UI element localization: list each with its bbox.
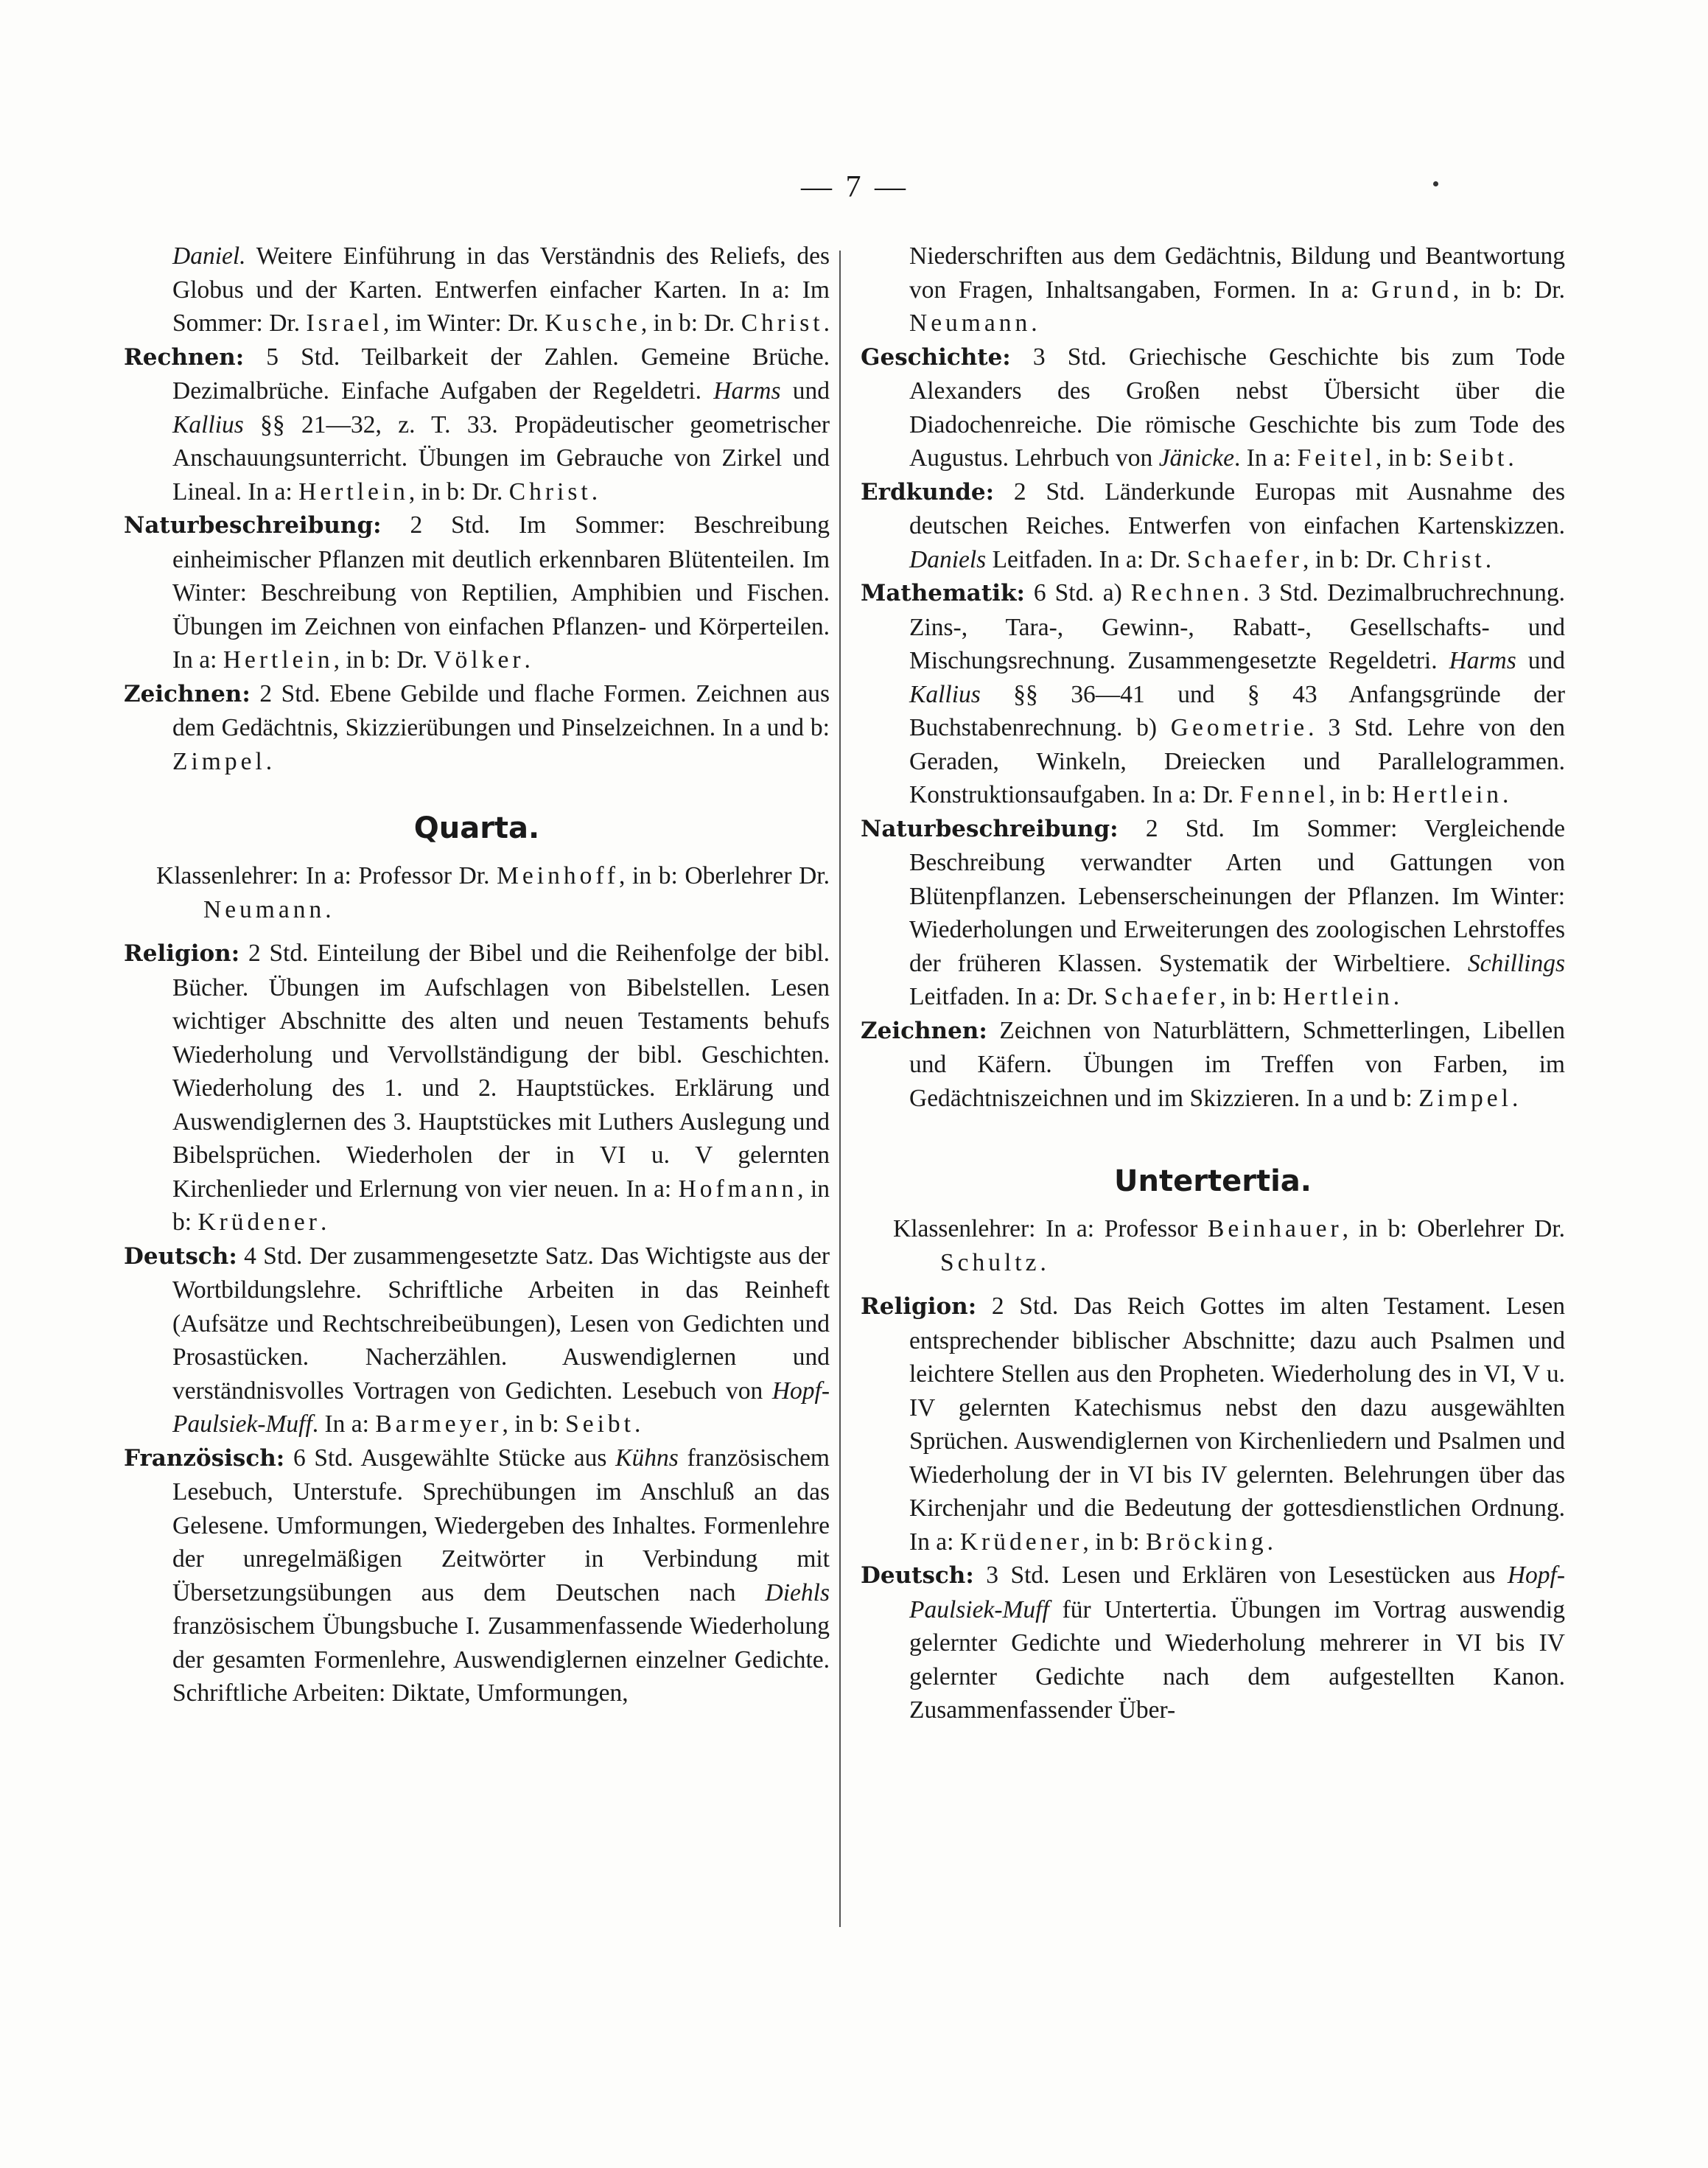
subject-heading: Erdkunde: <box>861 478 995 506</box>
paragraph-deutsch: Deutsch: 3 Std. Lesen und Erklären von Lesestücken aus Hopf-Paulsiek-Muff für Untertertia. Übungen im Vortrag auswendig gelernter Gedichte und Wiederholung mehrerer in VI bis IV gelernter Gedichte nach dem aufgestellten Kanon. Zusammenfassender Über- <box>861 1562 1565 1724</box>
paragraph-zeichnen: Zeichnen: Zeichnen von Naturblättern, Schmetterlingen, Libellen und Käfern. Übungen im Treffen von Farben, im Gedächtniszeichnen und im Skizzieren. In a und b: Zimpel. <box>861 1016 1565 1112</box>
class-teacher-line: Klassenlehrer: In a: Professor Dr. Meinhoff, in b: Oberlehrer Dr. Neumann. <box>156 862 830 923</box>
subject-heading: Geschichte: <box>861 343 1011 371</box>
paragraph-franzoesisch-continued: Niederschriften aus dem Gedächtnis, Bildung und Beantwortung von Fragen, Inhaltsangaben, Formen. In a: Grund, in b: Dr. Neumann. <box>909 242 1565 337</box>
subject-heading: Deutsch: <box>124 1242 237 1270</box>
left-column <box>124 239 830 1710</box>
page-number: — 7 — <box>801 170 909 204</box>
subject-heading: Zeichnen: <box>124 680 251 707</box>
right-column <box>861 239 1565 1727</box>
paragraph-mathematik: Mathematik: 6 Std. a) Rechnen. 3 Std. Dezimalbruchrechnung. Zins-, Tara-, Gewinn-, Rabatt-, Gesellschafts- und Mischungsrechnung. Zusammengesetzte Regeldetri. Harms und Kallius §§ 36—41 und § 43 Anfangsgründe der Buchstabenrechnung. b) Geometrie. 3 Std. Lehre von den Geraden, Winkeln, Dreiecken und Parallelogrammen. Konstruktionsaufgaben. In a: Dr. Fennel, in b: Hertlein. <box>861 579 1565 808</box>
paragraph-erdkunde-continued: Daniel. Weitere Einführung in das Verständnis des Reliefs, des Globus und der Karten. Entwerfen einfacher Karten. In a: Im Sommer: Dr. Israel, im Winter: Dr. Kusche, in b: Dr. Christ. <box>172 242 830 337</box>
subject-heading: Mathematik: <box>861 580 1025 606</box>
paragraph-rechnen: Rechnen: 5 Std. Teilbarkeit der Zahlen. Gemeine Brüche. Dezimalbrüche. Einfache Aufgaben der Regeldetri. Harms und Kallius §§ 21—32, z. T. 33. Propädeutischer geometrischer Anschauungsunterricht. Übungen im Gebrauche von Zirkel und Lineal. In a: Hertlein, in b: Dr. Christ. <box>124 343 830 506</box>
paragraph-zeichnen: Zeichnen: 2 Std. Ebene Gebilde und flache Formen. Zeichnen aus dem Gedächtnis, Skizzierübungen und Pinselzeichnen. In a und b: Zimpel. <box>124 679 830 775</box>
paragraph-deutsch: Deutsch: 4 Std. Der zusammengesetzte Satz. Das Wichtigste aus der Wortbildungslehre. Schriftliche Arbeiten in das Reinheft (Aufsätze und Rechtschreibeübungen), Lesen von Gedichten und Prosastücken. Nacherzählen. Auswendiglernen und verständnisvolles Vortragen von Gedichten. Lesebuch von Hopf-Paulsiek-Muff. In a: Barmeyer, in b: Seibt. <box>124 1242 830 1438</box>
subject-heading: Naturbeschreibung: <box>124 512 382 539</box>
subject-heading: Rechnen: <box>124 343 245 371</box>
column-divider <box>839 251 841 1927</box>
paragraph-erdkunde: Erdkunde: 2 Std. Länderkunde Europas mit Ausnahme des deutschen Reiches. Entwerfen von einfachen Kartenskizzen. Daniels Leitfaden. In a: Dr. Schaefer, in b: Dr. Christ. <box>861 478 1565 573</box>
class-teacher-line: Klassenlehrer: In a: Professor Beinhauer, in b: Oberlehrer Dr. Schultz. <box>893 1215 1565 1276</box>
paragraph-religion: Religion: 2 Std. Das Reich Gottes im alten Testament. Lesen entsprechender biblischer Abschnitte; dazu auch Psalmen und leichtere Stellen aus den Propheten. Wiederholung des in VI, V u. IV gelernten Katechismus nebst den dazu ausgewählten Sprüchen. Auswendiglernen von Kirchenliedern und Psalmen und Wiederholung der in VI bis IV gelernten. Belehrungen über das Kirchenjahr und die Bedeutung der gottesdienstlichen Ordnung. In a: Krüdener, in b: Bröcking. <box>861 1293 1565 1556</box>
subject-heading: Deutsch: <box>861 1562 974 1589</box>
paragraph-geschichte: Geschichte: 3 Std. Griechische Geschichte bis zum Tode Alexanders des Großen nebst Übersicht über die Diadochenreiche. Die römische Geschichte bis zum Tode des Augustus. Lehrbuch von Jänicke. In a: Feitel, in b: Seibt. <box>861 343 1565 472</box>
paragraph-naturbeschreibung: Naturbeschreibung: 2 Std. Im Sommer: Vergleichende Beschreibung verwandter Arten und Gattungen von Blütenpflanzen. Lebenserscheinungen der Pflanzen. Im Winter: Wiederholungen und Erweiterungen des zoologischen Lehrstoffes der früheren Klassen. Systematik der Wirbeltiere. Schillings Leitfaden. In a: Dr. Schaefer, in b: Hertlein. <box>861 814 1565 1010</box>
subject-heading: Religion: <box>861 1293 977 1320</box>
paragraph-religion: Religion: 2 Std. Einteilung der Bibel und die Reihenfolge der bibl. Bücher. Übungen im Aufschlagen von Bibelstellen. Lesen wichtiger Abschnitte des alten und neuen Testaments behufs Wiederholung und Vervollständigung der bibl. Geschichten. Wiederholung des 1. und 2. Hauptstückes. Erklärung und Auswendiglernen des 3. Hauptstückes mit Luthers Auslegung und Bibelsprüchen. Wiederholen der in VI u. V gelernten Kirchenlieder und Erlernung von vier neuen. In a: Hofmann, in b: Krüdener. <box>124 940 830 1236</box>
paragraph-franzoesisch: Französisch: 6 Std. Ausgewählte Stücke aus Kühns französischem Lesebuch, Unterstufe. Sprechübungen im Anschluß an das Gelesene. Umformungen, Wiedergeben des Inhaltes. Formenlehre der unregelmäßigen Zeitwörter in Verbindung mit Übersetzungsübungen aus dem Deutschen nach Diehls französischem Übungsbuche I. Zusammenfassende Wiederholung der gesamten Formenlehre, Auswendiglernen einzelner Gedichte. Schriftliche Arbeiten: Diktate, Umformungen, <box>124 1444 830 1707</box>
subject-heading: Französisch: <box>124 1444 285 1472</box>
subject-heading: Zeichnen: <box>861 1017 987 1044</box>
subject-heading: Religion: <box>124 940 240 967</box>
section-title-untertertia: Untertertia. <box>1114 1164 1312 1198</box>
subject-heading: Naturbeschreibung: <box>861 815 1119 842</box>
paragraph-naturbeschreibung: Naturbeschreibung: 2 Std. Im Sommer: Beschreibung einheimischer Pflanzen mit deutlich erkennbaren Blütenteilen. Im Winter: Beschreibung von Reptilien, Amphibien und Fischen. Übungen im Zeichnen von einfachen Pflanzen- und Körperteilen. In a: Hertlein, in b: Dr. Völker. <box>124 511 830 674</box>
section-title-quarta: Quarta. <box>413 811 540 845</box>
speck-mark <box>1433 181 1438 186</box>
